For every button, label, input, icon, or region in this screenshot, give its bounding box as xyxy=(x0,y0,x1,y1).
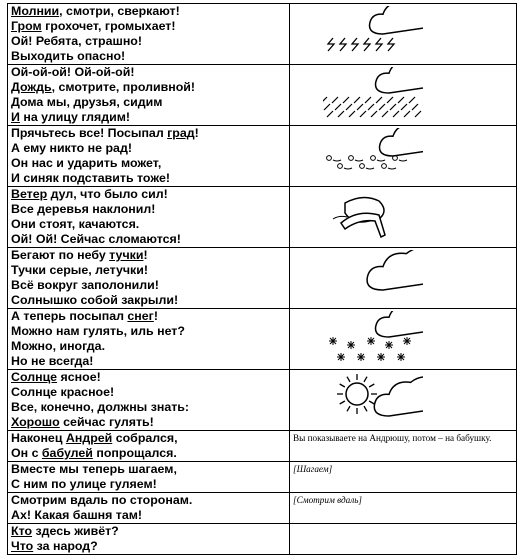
verse-fragment: ! xyxy=(194,126,199,140)
verse-fragment: ! xyxy=(153,309,158,323)
hail-cloud-icon xyxy=(323,128,423,180)
verse-fragment: Дома мы, друзья, сидим xyxy=(11,95,163,109)
verse-line xyxy=(11,400,289,415)
poem-row xyxy=(8,126,517,187)
keyword-underlined: Гром xyxy=(11,19,42,33)
illustration-cell xyxy=(290,309,517,370)
verse-fragment: грохочет, громыхает! xyxy=(41,19,176,33)
verse-fragment: за народ? xyxy=(33,539,98,553)
verse-fragment: Они стоят, качаются. xyxy=(11,217,140,231)
verse-line xyxy=(11,278,289,293)
stage-direction: [Смотрим вдаль] xyxy=(293,495,362,505)
verse-cell xyxy=(8,370,290,431)
verse-line xyxy=(11,477,289,492)
verse-fragment: дул, что было сил! xyxy=(47,187,168,201)
poem-row xyxy=(8,370,517,431)
verse-line xyxy=(11,95,289,110)
keyword-underlined: Молнии xyxy=(11,4,60,18)
verse-line xyxy=(11,232,289,247)
verse-fragment: Прячьтесь все! Посыпал xyxy=(11,126,168,140)
verse-line xyxy=(11,385,289,400)
verse-fragment: Все деревья наклонил! xyxy=(11,202,156,216)
verse-line xyxy=(11,324,289,339)
verse-line xyxy=(11,171,289,186)
illustration-cell xyxy=(290,370,517,431)
verse-line xyxy=(11,4,289,19)
verse-line xyxy=(11,156,289,171)
verse-fragment: Вместе мы теперь шагаем, xyxy=(11,462,177,476)
verse-line xyxy=(11,354,289,369)
verse-fragment: Он с xyxy=(11,446,42,460)
verse-line xyxy=(11,248,289,263)
verse-text xyxy=(11,462,289,492)
poem-row xyxy=(8,524,517,555)
verse-fragment: Ой! Ребята, страшно! xyxy=(11,34,142,48)
verse-fragment: Тучки серые, летучки! xyxy=(11,263,148,277)
poem-row xyxy=(8,248,517,309)
keyword-underlined: Хорошо xyxy=(11,415,60,429)
illustration-cell xyxy=(290,493,517,524)
illustration-cell xyxy=(290,65,517,126)
verse-line xyxy=(11,110,289,125)
verse-line xyxy=(11,524,289,539)
verse-fragment: А ему никто не рад! xyxy=(11,141,132,155)
verse-fragment: Все, конечно, должны знать: xyxy=(11,400,190,414)
verse-fragment: Можно, иногда. xyxy=(11,339,106,353)
verse-line xyxy=(11,293,289,308)
verse-cell xyxy=(8,524,290,555)
verse-fragment: И синяк подставить тоже! xyxy=(11,171,170,185)
poem-row xyxy=(8,431,517,462)
verse-line xyxy=(11,508,289,523)
verse-line xyxy=(11,493,289,508)
stage-direction xyxy=(293,524,516,526)
verse-cell xyxy=(8,248,290,309)
verse-line xyxy=(11,141,289,156)
verse-fragment: Всё вокруг заполонили! xyxy=(11,278,159,292)
illustration-cell xyxy=(290,462,517,493)
verse-fragment: Смотрим вдаль по сторонам. xyxy=(11,493,193,507)
verse-line xyxy=(11,49,289,64)
illustration-cell xyxy=(290,431,517,462)
verse-text xyxy=(11,248,289,308)
keyword-underlined: Дождь xyxy=(11,80,52,94)
verse-fragment: А теперь посыпал xyxy=(11,309,128,323)
poem-table-body xyxy=(8,4,517,555)
verse-line xyxy=(11,19,289,34)
verse-line xyxy=(11,431,289,446)
verse-text xyxy=(11,370,289,430)
verse-fragment: , смотри, сверкают! xyxy=(59,4,180,18)
verse-fragment: Но не всегда! xyxy=(11,354,94,368)
wind-tree-icon xyxy=(323,189,423,241)
verse-line xyxy=(11,370,289,385)
keyword-underlined: Ветер xyxy=(11,187,48,201)
keyword-underlined: Что xyxy=(11,539,34,553)
verse-line xyxy=(11,187,289,202)
keyword-underlined: град xyxy=(167,126,195,140)
verse-text xyxy=(11,493,289,523)
verse-line xyxy=(11,446,289,461)
poem-row xyxy=(8,493,517,524)
lightning-cloud-icon xyxy=(323,6,423,58)
verse-text xyxy=(11,4,289,64)
verse-line xyxy=(11,415,289,430)
illustration-cell xyxy=(290,187,517,248)
verse-fragment: Выходить опасно! xyxy=(11,49,126,63)
keyword-underlined: Солнце xyxy=(11,370,58,384)
verse-fragment: на улицу глядим! xyxy=(19,110,131,124)
verse-fragment: , смотрите, проливной! xyxy=(51,80,196,94)
illustration-cell xyxy=(290,4,517,65)
verse-text xyxy=(11,187,289,247)
verse-line xyxy=(11,80,289,95)
verse-text xyxy=(11,431,289,461)
verse-fragment: Ах! Какая башня там! xyxy=(11,508,143,522)
verse-cell xyxy=(8,431,290,462)
verse-fragment: Ой-ой-ой! Ой-ой-ой! xyxy=(11,65,135,79)
illustration-cell xyxy=(290,126,517,187)
verse-line xyxy=(11,539,289,554)
illustration-cell xyxy=(290,248,517,309)
verse-fragment: Наконец xyxy=(11,431,66,445)
stage-direction: Вы показываете на Андрюшу, потом – на бабушку. xyxy=(293,433,492,443)
verse-line xyxy=(11,263,289,278)
sun-cloud-icon xyxy=(323,372,423,424)
verse-line xyxy=(11,309,289,324)
verse-fragment: здесь живёт? xyxy=(32,524,119,538)
keyword-underlined: снег xyxy=(127,309,154,323)
verse-fragment: сейчас гулять! xyxy=(59,415,154,429)
keyword-underlined: тучки xyxy=(109,248,144,262)
poem-row xyxy=(8,4,517,65)
verse-text xyxy=(11,126,289,186)
keyword-underlined: Кто xyxy=(11,524,33,538)
verse-fragment: Солнце красное! xyxy=(11,385,115,399)
verse-fragment: попрощался. xyxy=(92,446,177,460)
verse-cell xyxy=(8,126,290,187)
verse-text xyxy=(11,524,289,554)
verse-cell xyxy=(8,65,290,126)
cloud-icon xyxy=(323,250,423,302)
verse-line xyxy=(11,34,289,49)
verse-cell xyxy=(8,187,290,248)
verse-line xyxy=(11,217,289,232)
verse-cell xyxy=(8,493,290,524)
poem-row xyxy=(8,187,517,248)
snow-cloud-icon xyxy=(323,311,423,363)
poem-table xyxy=(7,3,517,555)
verse-fragment: Бегают по небу xyxy=(11,248,110,262)
stage-direction: [Шагаем] xyxy=(293,464,333,474)
verse-fragment: Он нас и ударить может, xyxy=(11,156,162,170)
poem-row xyxy=(8,462,517,493)
verse-fragment: ясное! xyxy=(57,370,101,384)
keyword-underlined: бабулей xyxy=(41,446,93,460)
keyword-underlined: И xyxy=(11,110,20,124)
verse-cell xyxy=(8,462,290,493)
verse-line xyxy=(11,462,289,477)
verse-line xyxy=(11,126,289,141)
verse-fragment: С ним по улице гуляем! xyxy=(11,477,157,491)
verse-fragment: Можно нам гулять, иль нет? xyxy=(11,324,185,338)
verse-fragment: собрался, xyxy=(112,431,178,445)
poem-row xyxy=(8,309,517,370)
verse-line xyxy=(11,65,289,80)
poem-row xyxy=(8,65,517,126)
verse-line xyxy=(11,339,289,354)
verse-text xyxy=(11,309,289,369)
rain-cloud-icon xyxy=(323,67,423,119)
verse-line xyxy=(11,202,289,217)
keyword-underlined: Андрей xyxy=(65,431,113,445)
verse-cell xyxy=(8,309,290,370)
verse-fragment: Солнышко собой закрыли! xyxy=(11,293,179,307)
verse-fragment: ! xyxy=(143,248,148,262)
verse-text xyxy=(11,65,289,125)
verse-cell xyxy=(8,4,290,65)
illustration-cell xyxy=(290,524,517,555)
verse-fragment: Ой! Ой! Сейчас сломаются! xyxy=(11,232,181,246)
